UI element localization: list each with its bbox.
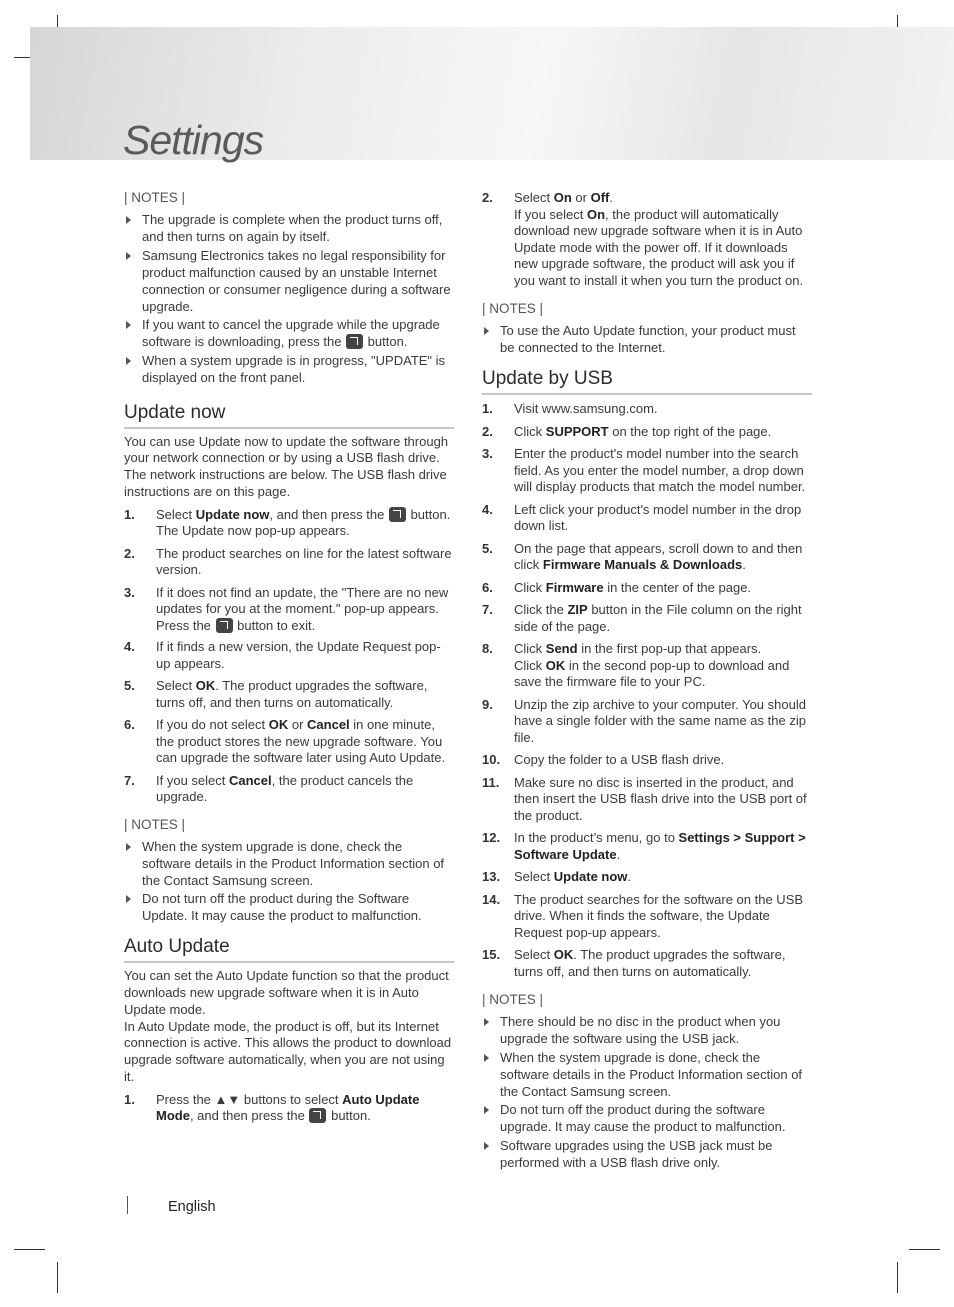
step-item: 1. Select Update now, and then press the button. The Update now pop-up appears. xyxy=(124,506,451,539)
enter-button-icon xyxy=(309,1108,326,1123)
step-number: 15. xyxy=(482,947,501,962)
note-text: Do not turn off the product during the Software Update. It may cause the product to malfunction. xyxy=(142,891,422,924)
step-item: 4. If it finds a new version, the Update Request pop-up appears. xyxy=(124,639,441,671)
section-heading-update-by-usb: Update by USB xyxy=(482,368,812,395)
bullet-triangle-icon xyxy=(484,327,489,335)
notes-label: | NOTES | xyxy=(124,190,186,205)
note-text: Do not turn off the product during the software upgrade. It may cause the product to malfunction. xyxy=(500,1102,786,1134)
step-item: 2. Select On or Off. If you select On, the product will automatically download new upgrade software when it is in Auto Update mode with the power off. If it downloads new upgrade software, the product will ask you if you want to install it when you turn the product on. xyxy=(482,190,804,288)
step-number: 4. xyxy=(124,639,135,655)
paragraph: You can use Update now to update the software through your network connection or by using a USB flash drive. The network instructions are below. The USB flash drive instructions are on this page. xyxy=(124,433,449,499)
step-item: 3. If it does not find an update, the "There are no new updates for you at the moment." pop-up appears. Press the button to exit. xyxy=(124,584,449,633)
bullet-triangle-icon xyxy=(126,843,131,851)
step-item: 9. Unzip the zip archive to your computer. You should have a single folder with the same name as the zip file. xyxy=(482,696,806,745)
enter-button-icon xyxy=(346,334,363,349)
bullet-triangle-icon xyxy=(126,895,131,903)
step-number: 5. xyxy=(482,540,493,556)
step-number: 3. xyxy=(482,446,493,461)
steps-list xyxy=(482,190,812,289)
step-number: 2. xyxy=(482,190,493,205)
enter-button-icon xyxy=(389,507,406,522)
step-number: 2. xyxy=(482,423,493,439)
right-column xyxy=(482,190,812,1172)
steps-list xyxy=(124,507,454,806)
crop-mark xyxy=(897,1262,898,1293)
list-item xyxy=(482,1049,812,1100)
notes-label: | NOTES | xyxy=(482,301,544,316)
list-item xyxy=(124,211,454,245)
page-title: Settings xyxy=(123,117,264,163)
list-item xyxy=(482,322,812,356)
step-item: 14. The product searches for the software on the USB drive. When it finds the software, the Update Request pop-up appears. xyxy=(482,891,804,940)
notes-list xyxy=(124,211,454,386)
step-item: 10. Copy the folder to a USB flash drive. xyxy=(482,752,725,767)
bullet-triangle-icon xyxy=(126,321,131,329)
crop-mark xyxy=(57,1262,58,1293)
step-item: 12. In the product’s menu, go to Settings > Support > Software Update. xyxy=(482,830,806,862)
list-item xyxy=(124,890,454,924)
notes-list xyxy=(124,838,454,925)
bullet-triangle-icon xyxy=(126,216,131,224)
list-item xyxy=(482,1137,812,1171)
note-text: There should be no disc in the product when you upgrade the software using the USB jack. xyxy=(500,1014,781,1046)
bullet-triangle-icon xyxy=(484,1018,489,1026)
note-text: When the system upgrade is done, check the software details in the Product Information section of the Contact Samsung screen. xyxy=(142,838,445,888)
step-item: 11. Make sure no disc is inserted in the product, and then insert the USB flash drive into the USB port of the product. xyxy=(482,774,807,823)
bullet-triangle-icon xyxy=(126,357,131,365)
step-number: 1. xyxy=(124,506,135,522)
notes-list xyxy=(482,1013,812,1171)
step-item: 1. Visit www.samsung.com. xyxy=(482,401,658,416)
step-number: 6. xyxy=(482,579,493,595)
bullet-triangle-icon xyxy=(484,1106,489,1114)
step-item: 7. Click the ZIP button in the File column on the right side of the page. xyxy=(482,602,802,634)
step-number: 6. xyxy=(124,717,135,733)
step-item: 6. If you do not select OK or Cancel in one minute, the product stores the new upgrade software. You can upgrade the software later using Auto Update. xyxy=(124,717,446,766)
bullet-triangle-icon xyxy=(484,1142,489,1150)
step-item: 15. Select OK. The product upgrades the software, turns off, and then turns on automatically. xyxy=(482,947,786,979)
step-number: 9. xyxy=(482,696,493,712)
step-item: 7. If you select Cancel, the product cancels the upgrade. xyxy=(124,772,414,805)
step-number: 1. xyxy=(124,1091,135,1107)
step-number: 1. xyxy=(482,401,493,416)
step-number: 13. xyxy=(482,869,501,884)
step-item: 6. Click Firmware in the center of the page. xyxy=(482,579,752,595)
paragraph: You can set the Auto Update function so that the product downloads new upgrade software when it is in Auto Update mode. xyxy=(124,968,449,1017)
step-number: 10. xyxy=(482,752,501,767)
step-item: 2. Click SUPPORT on the top right of the page. xyxy=(482,423,772,439)
section-heading-update-now: Update now xyxy=(124,402,454,429)
step-item: 8. Click Send in the first pop-up that appears. Click OK in the second pop-up to download and save the firmware file to your PC. xyxy=(482,641,790,689)
crop-mark xyxy=(14,1249,45,1250)
list-item xyxy=(124,352,454,386)
notes-label: | NOTES | xyxy=(124,816,186,832)
note-text: To use the Auto Update function, your product must be connected to the Internet. xyxy=(500,323,796,355)
bullet-triangle-icon xyxy=(126,252,131,260)
step-number: 7. xyxy=(482,602,493,617)
note-text: The upgrade is complete when the product turns off, and then turns on again by itself. xyxy=(142,212,443,244)
step-number: 3. xyxy=(124,584,135,600)
step-number: 14. xyxy=(482,891,501,907)
notes-list xyxy=(482,322,812,356)
step-item: 4. Left click your product's model number in the drop down list. xyxy=(482,501,802,533)
note-text: When the system upgrade is done, check the software details in the Product Information section of the Contact Samsung screen. xyxy=(500,1049,803,1099)
step-item: 1. Press the ▲▼ buttons to select Auto Update Mode, and then press the button. xyxy=(124,1091,420,1124)
steps-list xyxy=(124,1092,454,1125)
step-number: 12. xyxy=(482,830,501,845)
note-text: Samsung Electronics takes no legal responsibility for product malfunction caused by an unstable Internet connection or consumer negligence during a software upgrade. xyxy=(142,247,451,314)
list-item xyxy=(124,316,454,350)
step-item: 3. Enter the product's model number into the search field. As you enter the model number, a drop down will display products that match the model number. xyxy=(482,446,806,494)
footer-language: English xyxy=(168,1199,216,1215)
steps-list xyxy=(482,401,812,980)
enter-button-icon xyxy=(216,618,233,633)
left-column xyxy=(124,190,454,1125)
step-number: 7. xyxy=(124,772,135,788)
bullet-triangle-icon xyxy=(484,1054,489,1062)
note-text: button. xyxy=(364,334,408,349)
step-number: 11. xyxy=(482,774,500,790)
notes-label: | NOTES | xyxy=(482,992,544,1007)
footer-divider xyxy=(127,1196,128,1214)
note-text: Software upgrades using the USB jack must be performed with a USB flash drive only. xyxy=(500,1137,773,1170)
section-heading-auto-update: Auto Update xyxy=(124,936,454,963)
paragraph: In Auto Update mode, the product is off, but its Internet connection is active. This allows the product to download upgrade software automatically, when you are not using it. xyxy=(124,1018,452,1084)
note-text: When a system upgrade is in progress, "UPDATE" is displayed on the front panel. xyxy=(142,352,446,385)
list-item xyxy=(124,838,454,889)
step-number: 5. xyxy=(124,678,135,694)
step-number: 4. xyxy=(482,501,493,517)
list-item xyxy=(124,247,454,315)
crop-mark xyxy=(909,1249,940,1250)
step-item: 2. The product searches on line for the latest software version. xyxy=(124,545,452,578)
step-item: 13. Select Update now. xyxy=(482,869,632,884)
note-text: If you want to cancel the upgrade while the upgrade software is downloading, press the xyxy=(142,317,440,349)
step-item: 5. On the page that appears, scroll down to and then click Firmware Manuals & Downloads. xyxy=(482,540,803,572)
step-number: 8. xyxy=(482,641,493,656)
step-item: 5. Select OK. The product upgrades the software, turns off, and then turns on automatically. xyxy=(124,678,428,710)
list-item xyxy=(482,1013,812,1047)
list-item xyxy=(482,1101,812,1135)
step-number: 2. xyxy=(124,545,135,561)
